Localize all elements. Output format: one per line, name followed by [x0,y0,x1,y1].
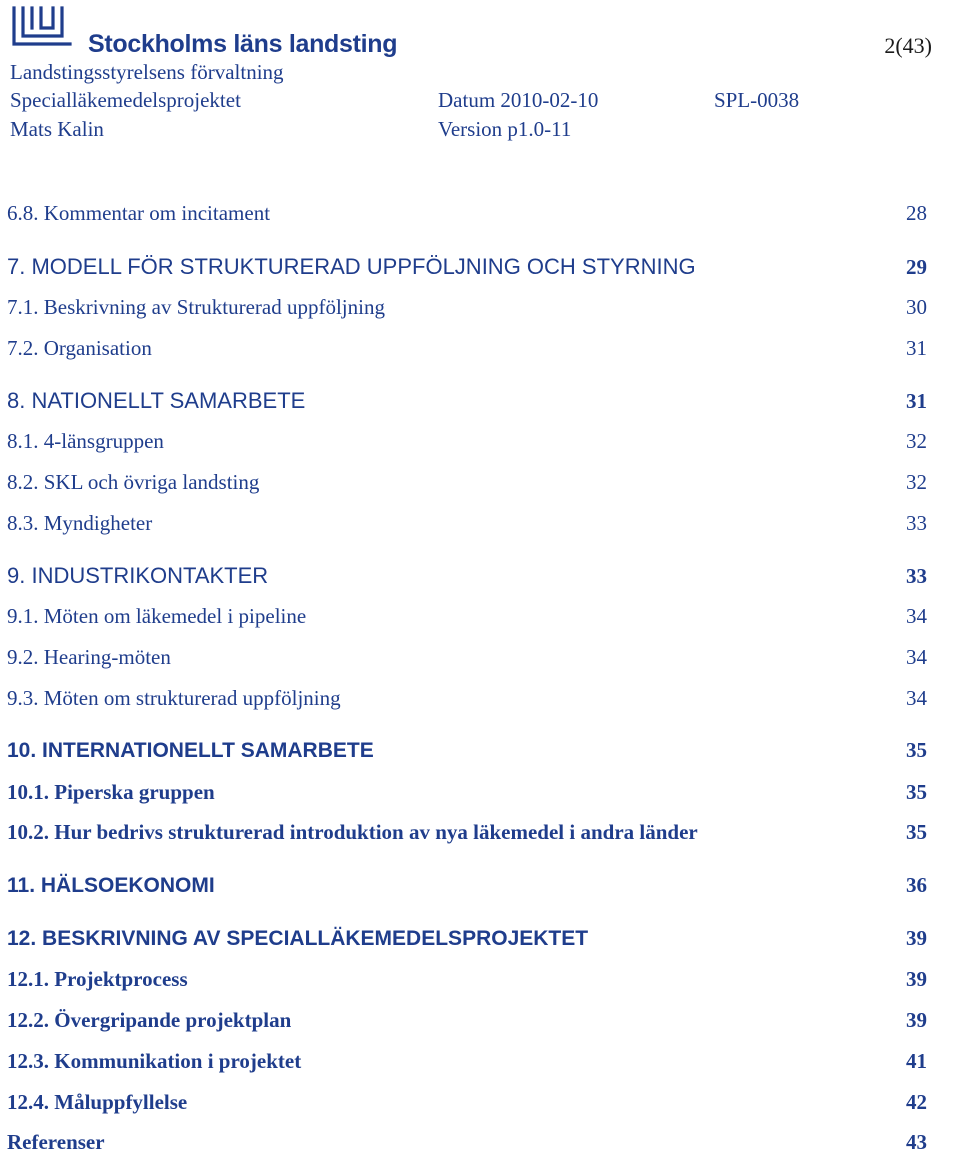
toc-entry-title: 10.1. Piperska gruppen [7,780,215,804]
toc-entry-title: 9. INDUSTRIKONTAKTER [7,563,269,588]
toc-entry-title: 10.2. Hur bedrivs strukturerad introduktion av nya läkemedel i andra länder [7,820,698,844]
toc-entry[interactable] [7,470,927,495]
toc-entry-page: 39 [906,926,927,950]
toc-entry[interactable] [7,511,927,536]
toc-entry-title: 8. NATIONELLT SAMARBETE [7,388,306,413]
toc-entry[interactable] [7,645,927,670]
toc-entry[interactable] [7,429,927,454]
page-number: 2(43) [884,33,932,58]
toc-entry-page: 42 [906,1090,927,1114]
toc-entry-title: 8.3. Myndigheter [7,511,153,535]
toc-entry-page: 29 [906,255,927,279]
landsting-logo [10,4,398,58]
toc-entry-title: 9.2. Hearing-möten [7,645,171,669]
toc-entry-page: 33 [906,511,927,535]
toc-entry-page: 33 [906,564,927,588]
toc-entry-title: 6.8. Kommentar om incitament [7,201,271,225]
toc-entry-page: 35 [906,820,927,844]
toc-entry[interactable] [7,967,927,992]
toc-entry[interactable] [7,1049,927,1074]
project-name: Specialläkemedelsprojektet [10,88,241,112]
toc-entry[interactable] [7,295,927,320]
toc-entry[interactable] [7,336,927,361]
toc-entry-page: 32 [906,470,927,494]
department-name: Landstingsstyrelsens förvaltning [10,60,284,84]
toc-entry[interactable] [7,388,927,414]
toc-entry[interactable] [7,1090,927,1115]
toc-entry-page: 34 [906,645,927,669]
toc-entry[interactable] [7,254,927,280]
author-name: Mats Kalin [10,117,104,141]
toc-entry-title: 12.3. Kommunikation i projektet [7,1049,302,1073]
toc-entry-page: 35 [906,738,927,762]
toc-entry-page: 35 [906,780,927,804]
toc-entry-page: 39 [906,1008,927,1032]
document-version: Version p1.0-11 [438,117,572,141]
toc-entry-title: 12. BESKRIVNING AV SPECIALLÄKEMEDELSPROJEKTET [7,927,589,950]
toc-entry-page: 34 [906,604,927,628]
document-date: Datum 2010-02-10 [438,88,599,112]
toc-entry-title: 7.2. Organisation [7,336,152,360]
toc-entry-page: 30 [906,295,927,319]
toc-entry-title: 7. MODELL FÖR STRUKTURERAD UPPFÖLJNING OCH STYRNING [7,254,696,279]
toc-entry[interactable] [7,873,927,898]
toc-entry-title: 10. INTERNATIONELLT SAMARBETE [7,739,374,762]
toc-entry-page: 41 [906,1049,927,1073]
toc-entry-title: 12.2. Övergripande projektplan [7,1008,292,1032]
toc-entry-page: 31 [906,389,927,413]
toc-entry[interactable] [7,201,927,226]
landsting-crown-icon [10,4,74,52]
toc-entry[interactable] [7,604,927,629]
toc-entry[interactable] [7,1130,927,1155]
toc-entry-page: 32 [906,429,927,453]
toc-entry-title: Referenser [7,1130,105,1154]
toc-entry-title: 8.2. SKL och övriga landsting [7,470,260,494]
toc-entry-page: 34 [906,686,927,710]
logo-wordmark: Stockholms läns landsting [88,30,398,58]
document-id: SPL-0038 [714,88,800,112]
toc-entry-title: 9.1. Möten om läkemedel i pipeline [7,604,307,628]
toc-entry[interactable] [7,686,927,711]
toc-entry[interactable] [7,738,927,763]
toc-entry[interactable] [7,780,927,805]
toc-entry-title: 12.1. Projektprocess [7,967,188,991]
toc-entry-page: 28 [906,201,927,225]
toc-entry-page: 39 [906,967,927,991]
toc-entry[interactable] [7,563,927,589]
toc-entry-page: 31 [906,336,927,360]
toc-entry[interactable] [7,820,927,845]
toc-entry-page: 36 [906,873,927,897]
toc-entry-title: 11. HÄLSOEKONOMI [7,874,215,897]
toc-entry-title: 12.4. Måluppfyllelse [7,1090,188,1114]
toc-entry[interactable] [7,1008,927,1033]
toc-entry-page: 43 [906,1130,927,1154]
toc-entry-title: 8.1. 4-länsgruppen [7,429,164,453]
toc-entry-title: 7.1. Beskrivning av Strukturerad uppföljning [7,295,385,319]
toc-entry[interactable] [7,926,927,951]
toc-entry-title: 9.3. Möten om strukturerad uppföljning [7,686,341,710]
